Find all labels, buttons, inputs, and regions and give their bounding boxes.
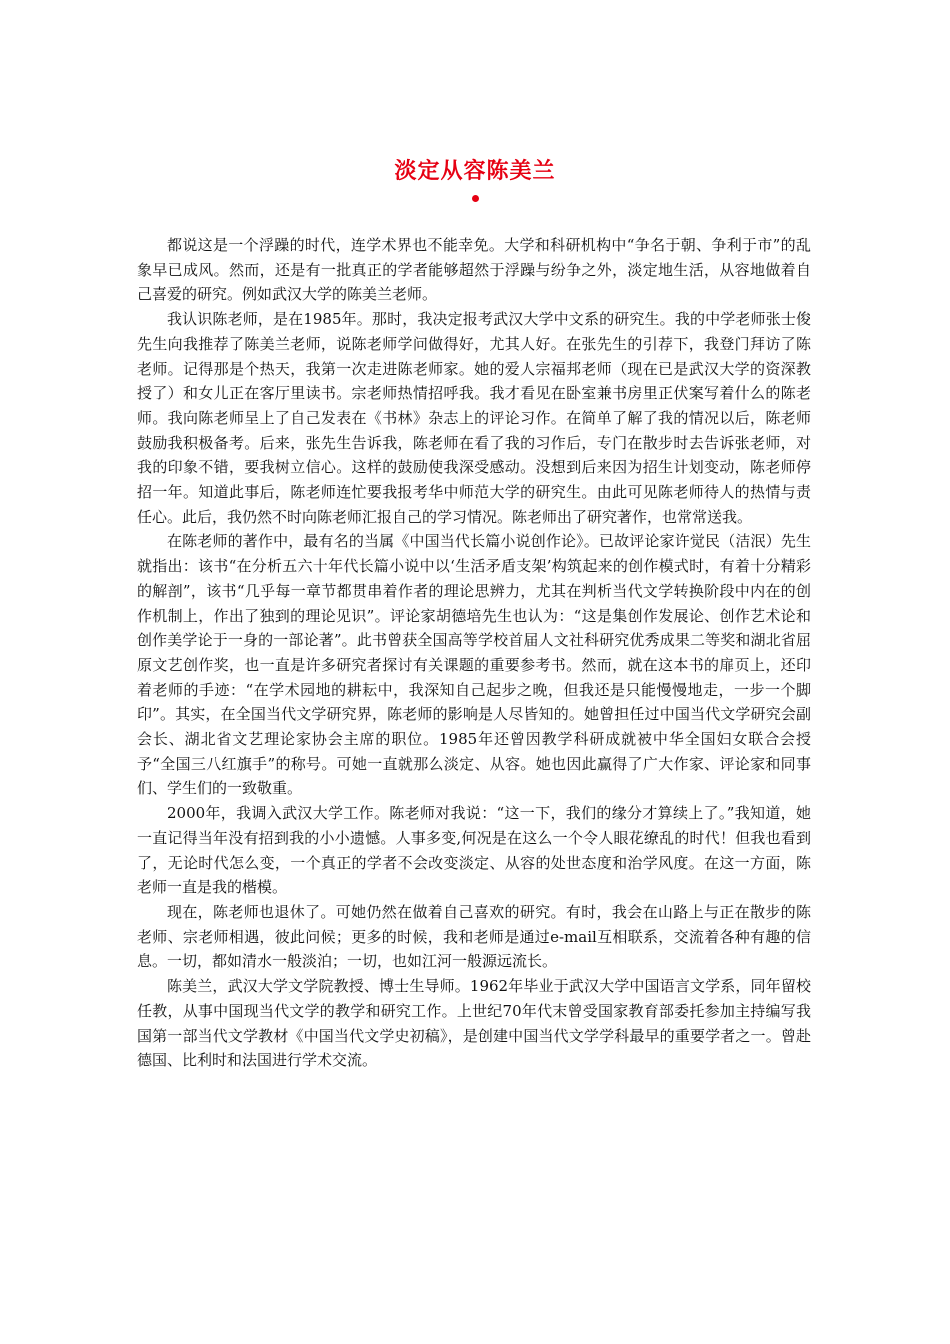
paragraph-intro: 都说这是一个浮躁的时代，连学术界也不能幸免。大学和科研机构中“争名于朝、争利于市”的乱象早已成风。然而，还是有一批真正的学者能够超然于浮躁与纷争之外，淡定地生活，从容地做着自己喜爱的研究。例如武汉大学的陈美兰老师。 bbox=[137, 236, 811, 304]
paragraph-works: 在陈老师的著作中，最有名的当属《中国当代长篇小说创作论》。已故评论家许觉民（洁泯）先生就指出：该书“在分析五六十年代长篇小说中以‘生活矛盾支架’构筑起来的创作模式时，有着十分精彩的解剖”，该书“几乎每一章节都贯串着作者的理论思辨力，尤其在判析当代文学转换阶段中内在的创作机制上，作出了独到的理论见识”。评论家胡德培先生也认为：“这是集创作发展论、创作艺术论和创作美学论于一身的一部论著”。此书曾获全国高等学校首届人文社科研究优秀成果二等奖和湖北省屈原文艺创作奖，也一直是许多研究者探讨有关课题的重要参考书。然而，就在这本书的扉页上，还印着老师的手迹：“在学术园地的耕耘中，我深知自己起步之晚，但我还是只能慢慢地走，一步一个脚印”。其实，在全国当代文学研究界，陈老师的影响是人尽皆知的。她曾担任过中国当代文学研究会副会长、湖北省文艺理论家协会主席的职位。1985年还曾因教学科研成就被中华全国妇女联合会授予“全国三八红旗手”的称号。可她一直就那么淡定、从容。她也因此赢得了广大作家、评论家和同事们、学生们的一致敬重。 bbox=[137, 532, 811, 798]
title-dot bbox=[472, 195, 479, 202]
paragraph-2000: 2000年，我调入武汉大学工作。陈老师对我说：“这一下，我们的缘分才算续上了。”我知道，她一直记得当年没有招到我的小小遗憾。人事多变,何况是在这么一个令人眼花缭乱的时代！但我也看到了，无论时代怎么变，一个真正的学者不会改变淡定、从容的处世态度和治学风度。在这一方面，陈老师一直是我的楷模。 bbox=[137, 804, 811, 897]
article-body bbox=[137, 233, 811, 1073]
paragraph-biography: 陈美兰，武汉大学文学院教授、博士生导师。1962年毕业于武汉大学中国语言文学系，同年留校任教，从事中国现当代文学的教学和研究工作。上世纪70年代末曾受国家教育部委托参加主持编写我国第一部当代文学教材《中国当代文学史初稿》，是创建中国当代文学学科最早的重要学者之一。曾赴德国、比利时和法国进行学术交流。 bbox=[137, 977, 811, 1070]
paragraph-first-meeting: 我认识陈老师，是在1985年。那时，我决定报考武汉大学中文系的研究生。我的中学老师张士俊先生向我推荐了陈美兰老师，说陈老师学问做得好，尤其人好。在张先生的引荐下，我登门拜访了陈老师。记得那是个热天，我第一次走进陈老师家。她的爱人宗福邦老师（现在已是武汉大学的资深教授了）和女儿正在客厅里读书。宗老师热情招呼我。我才看见在卧室兼书房里正伏案写着什么的陈老师。我向陈老师呈上了自己发表在《书林》杂志上的评论习作。在简单了解了我的情况以后，陈老师鼓励我积极备考。后来，张先生告诉我，陈老师在看了我的习作后，专门在散步时去告诉张老师，对我的印象不错，要我树立信心。这样的鼓励使我深受感动。没想到后来因为招生计划变动，陈老师停招一年。知道此事后，陈老师连忙要我报考华中师范大学的研究生。由此可见陈老师待人的热情与责任心。此后，我仍然不时向陈老师汇报自己的学习情况。陈老师出了研究著作，也常常送我。 bbox=[137, 310, 811, 526]
paragraph-retirement: 现在，陈老师也退休了。可她仍然在做着自己喜欢的研究。有时，我会在山路上与正在散步的陈老师、宗老师相遇，彼此问候；更多的时候，我和老师是通过e-mail互相联系，交流着各种有趣的信息。一切，都如清水一般淡泊；一切，也如江河一般源远流长。 bbox=[137, 902, 811, 971]
article-title: 淡定从容陈美兰 bbox=[394, 159, 556, 184]
